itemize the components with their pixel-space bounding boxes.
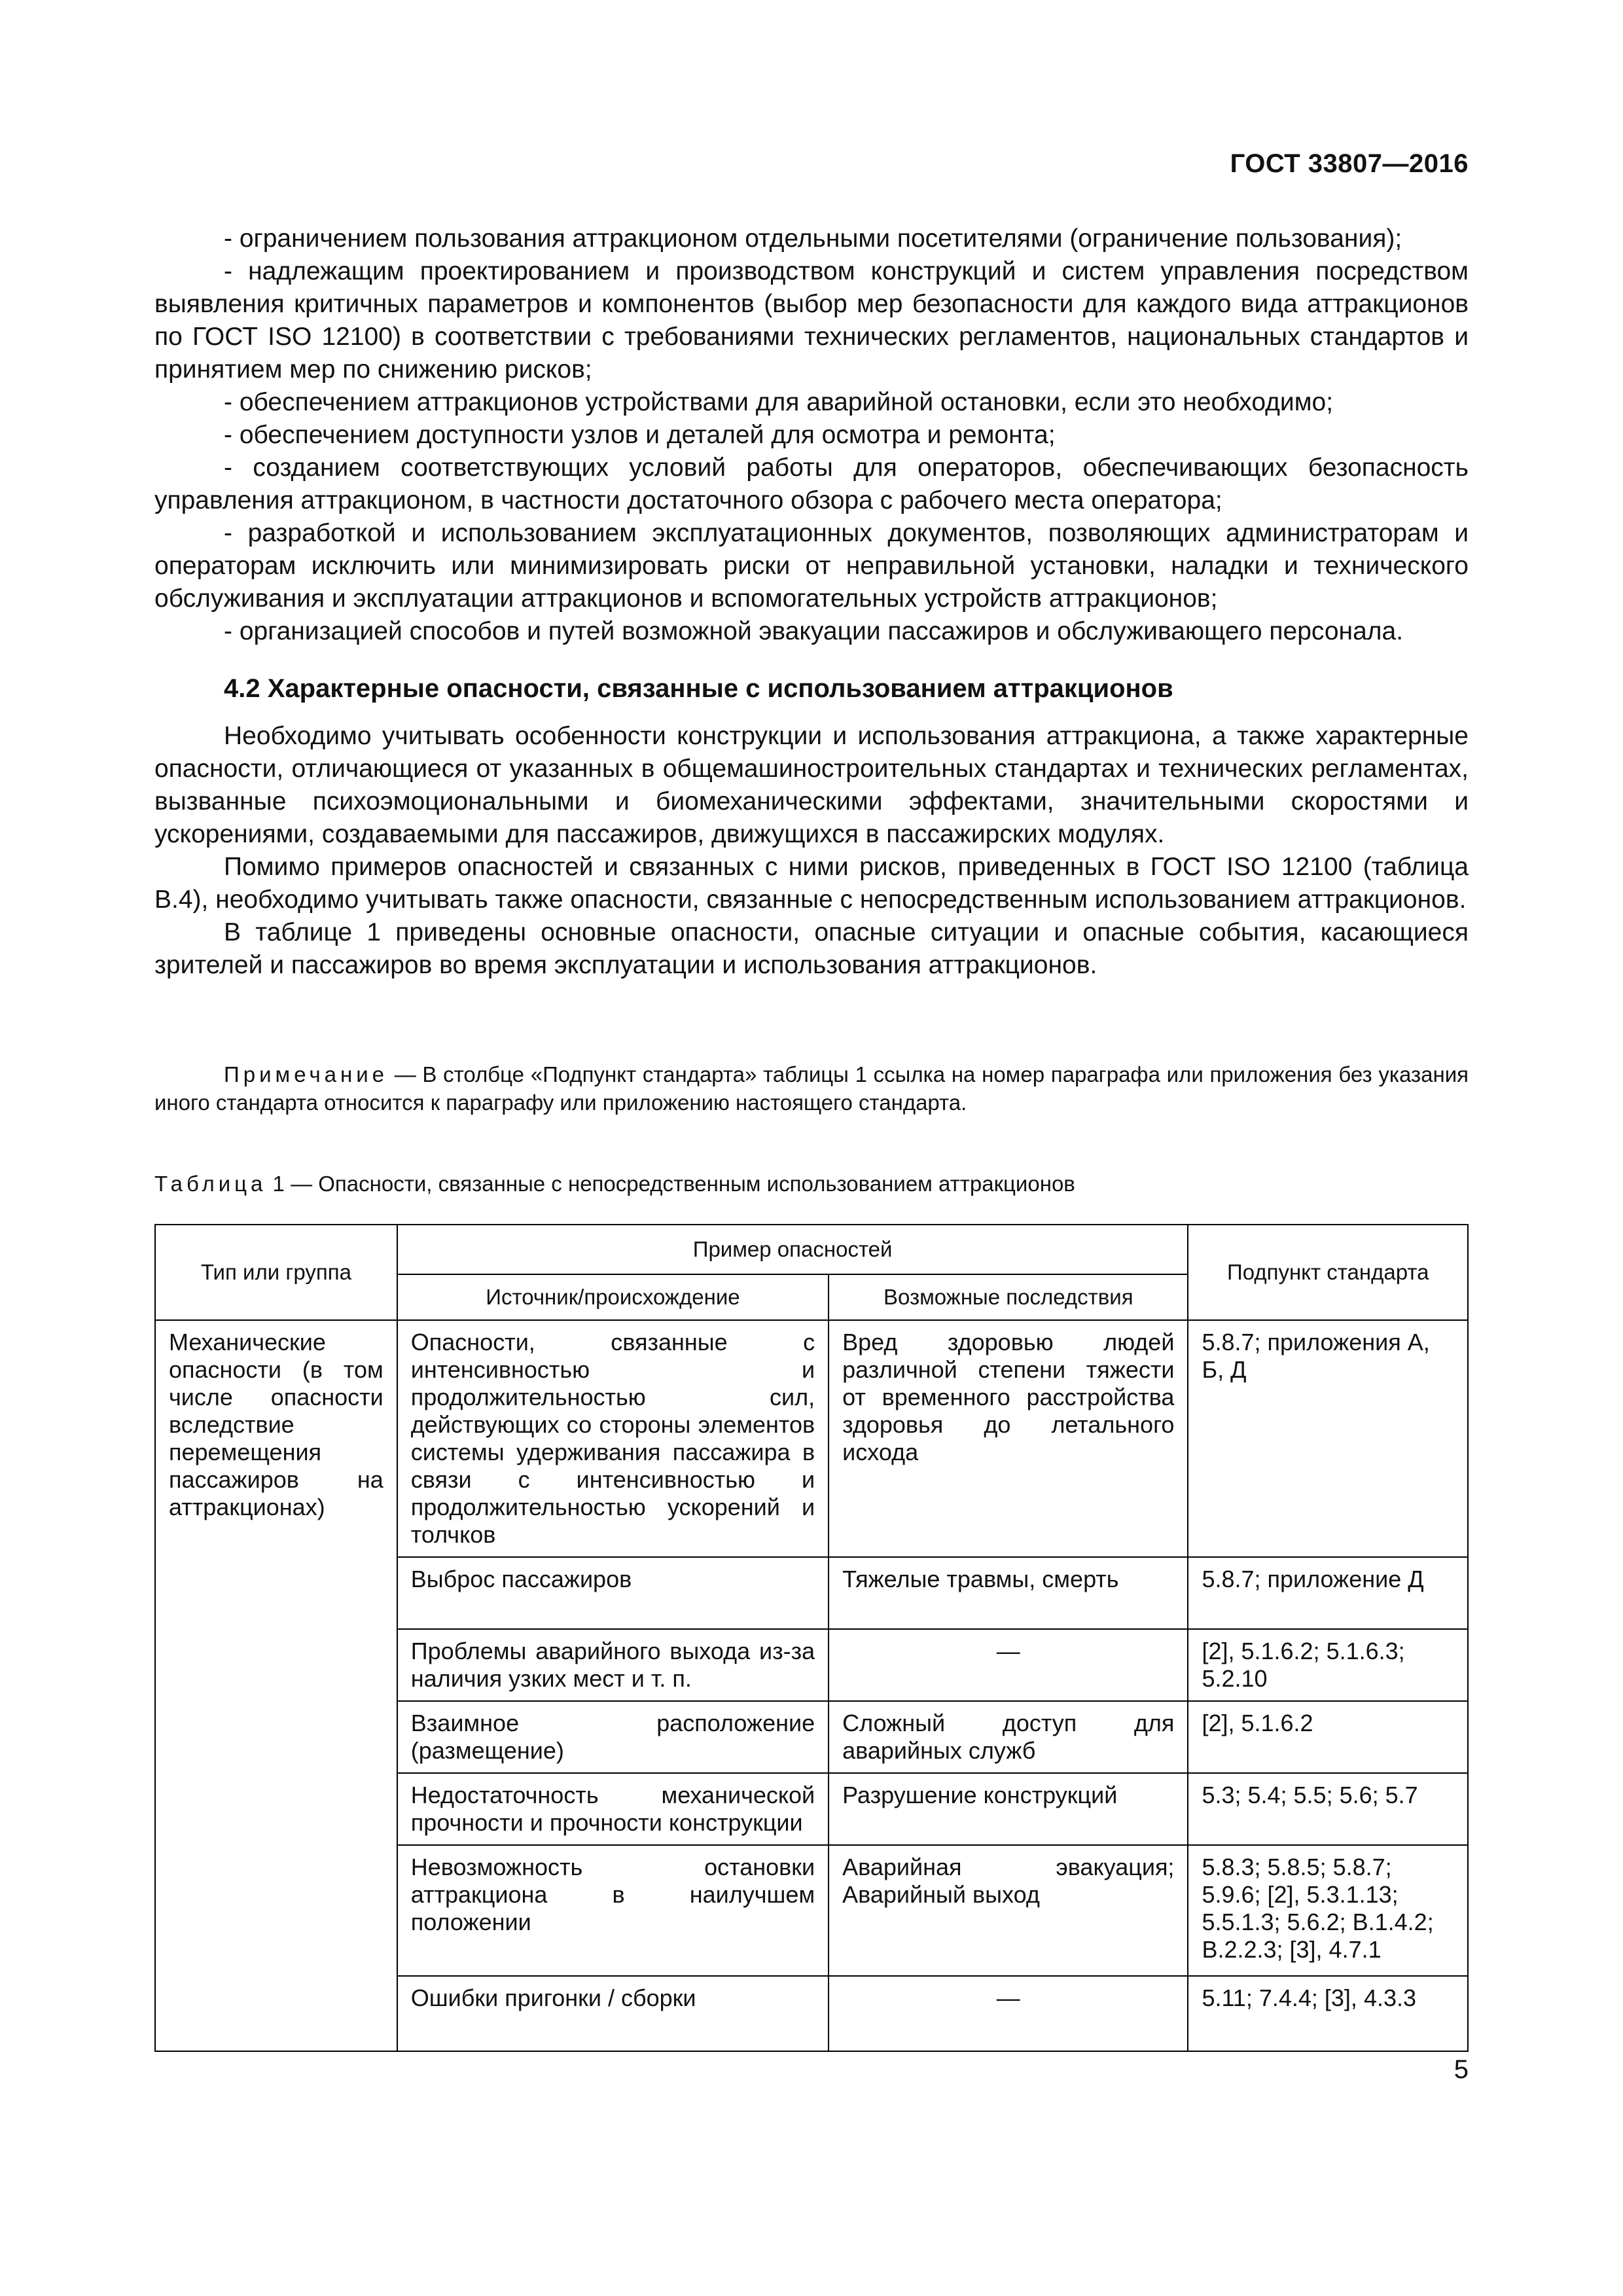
source-cell: Ошибки пригонки / сборки <box>397 1976 829 2051</box>
source-cell: Проблемы аварийного выхода из-за наличия узких мест и т. п. <box>397 1629 829 1701</box>
source-cell: Невозможность остановки аттракциона в наилучшем положении <box>397 1845 829 1976</box>
source-cell: Недостаточность механической прочности и прочности конструкции <box>397 1773 829 1845</box>
list-item: - созданием соответствующих условий работы для операторов, обеспечивающих безопасность управления аттракционом, в частности достаточного обзора с рабочего места оператора; <box>154 454 1469 514</box>
paragraph: Помимо примеров опасностей и связанных с ними рисков, приведенных в ГОСТ ISO 12100 (таблица В.4), необходимо учитывать также опасности, связанные с непосредственным использованием аттракционов. <box>154 853 1469 914</box>
consequences-cell: — <box>829 1976 1188 2051</box>
table-caption-label: Таблица <box>154 1172 267 1196</box>
paragraph: Необходимо учитывать особенности конструкции и использования аттракциона, а также характерные опасности, отличающиеся от указанных в общемашиностроительных стандартах и технических регламентах, вызванные психоэмоциональными и биомеханическими эффектами, значительными скоростями и ускорениями, создаваемыми для пассажиров, движущихся в пассажирских модулях. <box>154 722 1469 848</box>
header-source: Источник/происхождение <box>397 1274 829 1320</box>
section-heading: 4.2 Характерные опасности, связанные с использованием аттракционов <box>224 674 1173 703</box>
document-id: ГОСТ 33807—2016 <box>1230 149 1469 178</box>
hazards-table <box>154 1224 1469 2052</box>
list-item: - обеспечением доступности узлов и деталей для осмотра и ремонта; <box>224 421 1056 449</box>
clause-cell: 5.8.7; приложения А, Б, Д <box>1188 1320 1468 1557</box>
consequences-cell: — <box>829 1629 1188 1701</box>
header-type: Тип или группа <box>155 1225 397 1320</box>
list-item: - разработкой и использованием эксплуатационных документов, позволяющих администраторам и операторам исключить или минимизировать риски от неправильной установки, наладки и технического обслуживания и эксплуатации аттракционов и вспомогательных устройств аттракционов; <box>154 519 1469 613</box>
clause-cell: 5.11; 7.4.4; [3], 4.3.3 <box>1188 1976 1468 2051</box>
note <box>154 1060 1469 1117</box>
page-number: 5 <box>1454 2055 1469 2084</box>
source-cell: Взаимное расположение (размещение) <box>397 1701 829 1773</box>
consequences-cell: Разрушение конструкций <box>829 1773 1188 1845</box>
table-row <box>155 1320 1468 1557</box>
table-caption-text: 1 — Опасности, связанные с непосредственным использованием аттракционов <box>266 1172 1075 1196</box>
paragraph: В таблице 1 приведены основные опасности, опасные ситуации и опасные события, касающиеся зрителей и пассажиров во время эксплуатации и использования аттракционов. <box>154 918 1469 979</box>
clause-cell: 5.8.3; 5.8.5; 5.8.7; 5.9.6; [2], 5.3.1.13; 5.5.1.3; 5.6.2; В.1.4.2; В.2.2.3; [3], 4.7.1 <box>1188 1845 1468 1976</box>
source-cell: Опасности, связанные с интенсивностью и продолжительностью сил, действующих со стороны элементов системы удерживания пассажира в связи с интенсивностью и продолжительностью ускорений и толчков <box>397 1320 829 1557</box>
list-item: - надлежащим проектированием и производством конструкций и систем управления посредством выявления критичных параметров и компонентов (выбор мер безопасности для каждого вида аттракционов по ГОСТ ISO 12100) в соответствии с требованиями технических регламентов, национальных стандартов и принятием мер по снижению рисков; <box>154 257 1469 384</box>
clause-cell: [2], 5.1.6.2 <box>1188 1701 1468 1773</box>
measures-list <box>154 223 1469 648</box>
list-item: - обеспечением аттракционов устройствами для аварийной остановки, если это необходимо; <box>224 388 1334 416</box>
consequences-cell: Вред здоровью людей различной степени тяжести от временного расстройства здоровья до летального исхода <box>829 1320 1188 1557</box>
section-body <box>154 720 1469 982</box>
table-caption <box>154 1172 1075 1196</box>
header-consequences: Возможные последствия <box>829 1274 1188 1320</box>
group-cell: Механические опасности (в том числе опасности вследствие перемещения пассажиров на аттракционах) <box>155 1320 397 2051</box>
consequences-cell: Сложный доступ для аварийных служб <box>829 1701 1188 1773</box>
list-item: - ограничением пользования аттракционом отдельными посетителями (ограничение пользования); <box>224 224 1402 253</box>
note-label: Примечание <box>224 1062 389 1086</box>
clause-cell: [2], 5.1.6.2; 5.1.6.3; 5.2.10 <box>1188 1629 1468 1701</box>
source-cell: Выброс пассажиров <box>397 1557 829 1629</box>
header-example: Пример опасностей <box>397 1225 1188 1274</box>
consequences-cell: Аварийная эвакуация; Аварийный выход <box>829 1845 1188 1976</box>
list-item: - организацией способов и путей возможной эвакуации пассажиров и обслуживающего персонала. <box>224 617 1404 645</box>
clause-cell: 5.3; 5.4; 5.5; 5.6; 5.7 <box>1188 1773 1468 1845</box>
consequences-cell: Тяжелые травмы, смерть <box>829 1557 1188 1629</box>
note-text: — В столбце «Подпункт стандарта» таблицы 1 ссылка на номер параграфа или приложения без указания иного стандарта относится к параграфу или приложению настоящего стандарта. <box>154 1062 1469 1115</box>
header-clause: Подпункт стандарта <box>1188 1225 1468 1320</box>
clause-cell: 5.8.7; приложение Д <box>1188 1557 1468 1629</box>
